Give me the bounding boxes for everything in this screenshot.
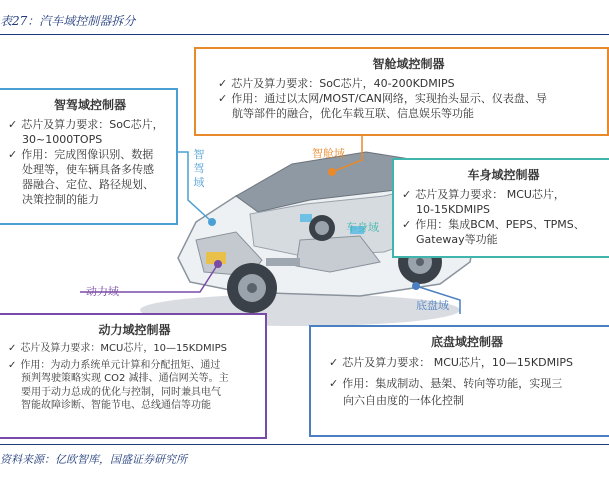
chassis-line-3: [329, 392, 605, 409]
chassis-line-1: [329, 354, 605, 371]
smart-drive-line-1: [8, 117, 172, 132]
smart-drive-function-text-cont: 器融合、定位、路径规划、: [22, 178, 154, 191]
chassis-title: 底盘域控制器: [430, 335, 503, 349]
cockpit-function-text-cont: 航等部件的融合，优化车载互联、信息娱乐等功能: [232, 107, 474, 120]
smart-drive-chip-text: 芯片及算力要求：SoC芯片，: [21, 118, 164, 131]
check-icon: ✓: [218, 77, 228, 90]
power-domain-controller-box: [0, 313, 267, 439]
body-chip-text-cont: 10-15KDMIPS: [416, 203, 490, 216]
cockpit-line-1: [218, 76, 599, 91]
smart-drive-line-2: [8, 132, 172, 147]
smart-drive-domain-tag: 智驾域: [193, 148, 205, 189]
body-line-1: [402, 187, 605, 202]
power-line-1: [8, 342, 261, 356]
check-icon: ✓: [402, 218, 412, 231]
check-icon: ✓: [218, 92, 228, 105]
smart-drive-line-6: [8, 192, 172, 207]
chassis-domain-tag: 底盘域: [416, 299, 449, 312]
power-chip-text: 芯片及算力要求：MCU芯片，10—15KDMIPS: [20, 343, 227, 354]
smart-drive-chip-text-cont: 30~1000TOPS: [22, 133, 103, 146]
cockpit-chip-text: 芯片及算力要求：SoC芯片，40-200KDMIPS: [231, 77, 455, 90]
smart-drive-function-text: 作用：完成图像识别、数据: [21, 148, 154, 161]
body-function-text: 作用：集成BCM、PEPS、TPMS、: [415, 218, 585, 231]
power-function-text-cont: 智能故障诊断、智能节电、总线通信等功能: [21, 400, 211, 411]
body-domain-controller-box: [392, 158, 609, 258]
power-domain-tag: 动力域: [86, 285, 119, 298]
power-line-5: [8, 399, 261, 413]
power-function-text-cont: 预判驾驶策略实现 CO2 减排、通信网关等。主: [21, 373, 229, 384]
cockpit-function-text: 作用：通过以太网/MOST/CAN网络，实现抬头显示、仪表盘、导: [231, 92, 547, 105]
smart-drive-title: 智驾域控制器: [53, 98, 126, 112]
chassis-function-text: 作用：集成制动、悬架、转向等功能，实现三: [342, 377, 563, 390]
power-line-3: [8, 372, 261, 386]
check-icon: ✓: [8, 118, 18, 131]
smart-drive-domain-controller-box: [0, 88, 178, 225]
cockpit-line-3: [218, 106, 599, 121]
body-function-text-cont: Gateway等功能: [416, 233, 498, 246]
bottom-rule: [0, 444, 609, 445]
figure-caption: 表27：汽车域控制器拆分: [0, 14, 136, 28]
power-line-4: [8, 386, 261, 400]
body-line-4: [402, 232, 605, 247]
check-icon: ✓: [402, 188, 412, 201]
body-line-2: [402, 202, 605, 217]
source-note: 资料来源：亿欧智库，国盛证券研究所: [0, 453, 187, 466]
body-chip-text: 芯片及算力要求： MCU芯片，: [415, 188, 565, 201]
power-function-text-cont: 要用于动力总成的优化与控制，同时兼具电气: [21, 386, 221, 398]
body-title: 车身域控制器: [467, 168, 540, 182]
power-line-2: [8, 359, 261, 373]
check-icon: ✓: [8, 343, 17, 354]
chassis-chip-text: 芯片及算力要求： MCU芯片，10—15KDMIPS: [342, 356, 573, 369]
check-icon: ✓: [8, 359, 17, 371]
smart-drive-line-3: [8, 147, 172, 162]
check-icon: ✓: [329, 356, 339, 369]
chassis-function-text-cont: 向六自由度的一体化控制: [343, 394, 464, 407]
check-icon: ✓: [329, 377, 339, 390]
smart-drive-line-5: [8, 177, 172, 192]
smart-drive-line-4: [8, 162, 172, 177]
chassis-domain-controller-box: [309, 325, 609, 437]
cockpit-line-2: [218, 91, 599, 106]
cockpit-title: 智舱域控制器: [372, 57, 445, 71]
power-function-text: 作用：为动力系统单元计算和分配扭矩、通过: [20, 359, 221, 371]
body-line-3: [402, 217, 605, 232]
cockpit-domain-controller-box: [194, 47, 609, 136]
cockpit-domain-tag: 智舱域: [312, 147, 345, 160]
body-domain-tag: 车身域: [346, 221, 379, 234]
smart-drive-function-text-cont: 处理等，使车辆具备多传感: [22, 163, 154, 176]
chassis-line-2: [329, 375, 605, 392]
check-icon: ✓: [8, 148, 18, 161]
power-title: 动力域控制器: [98, 323, 171, 337]
smart-drive-function-text-cont: 决策控制的能力: [22, 193, 99, 206]
